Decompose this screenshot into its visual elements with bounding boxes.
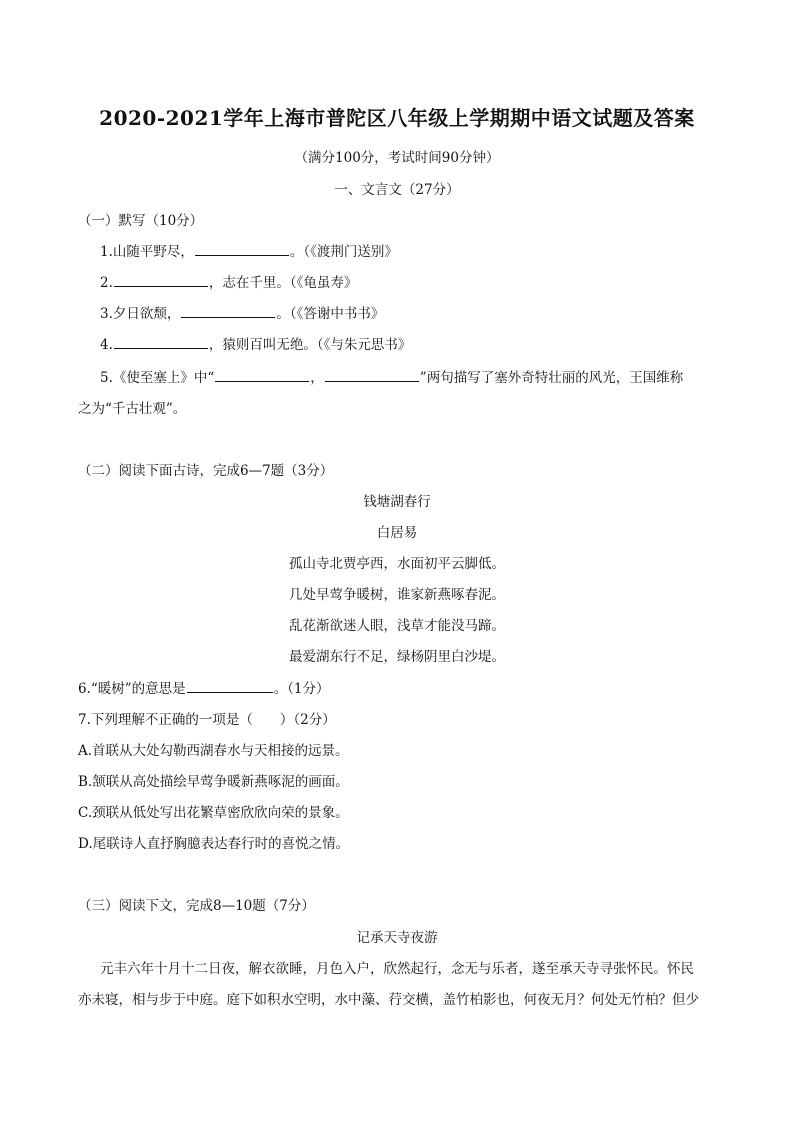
- poem-title: 钱塘湖春行: [363, 494, 431, 510]
- exam-info: （满分100分，考试时间90分钟）: [294, 150, 500, 166]
- question-text: 。（《渡荆门送别》: [289, 244, 398, 260]
- answer-blank[interactable]: [215, 369, 309, 382]
- answer-blank[interactable]: [187, 680, 273, 693]
- question-3: [100, 302, 384, 322]
- question-text: 。（1分）: [273, 681, 330, 697]
- section-heading: （一）默写（10分）: [78, 213, 204, 229]
- question-text: 3.夕日欲颓，: [100, 306, 181, 322]
- answer-blank[interactable]: [181, 305, 275, 318]
- question-text: 4.: [100, 337, 113, 353]
- question-5-continued: 之为“千古壮观”。: [78, 401, 187, 417]
- option-b[interactable]: B.颔联从高处描绘早莺争暖新燕啄泥的画面。: [78, 774, 349, 790]
- option-a[interactable]: A.首联从大处勾勒西湖春水与天相接的远景。: [78, 743, 349, 759]
- section-heading: （三）阅读下文，完成8—10题（7分）: [78, 898, 315, 914]
- question-text: ”两句描写了塞外奇特壮丽的风光，王国维称: [419, 370, 684, 386]
- question-text: 6.“暖树”的意思是: [78, 681, 186, 697]
- question-text: ，猿则百叫无绝。（《与朱元思书》: [208, 337, 412, 353]
- question-7: 7.下列理解不正确的一项是（ ）（2分）: [78, 712, 336, 728]
- question-2: [100, 271, 357, 291]
- answer-blank[interactable]: [195, 243, 289, 256]
- question-text: ，: [310, 370, 324, 386]
- question-text: 。（《答谢中书书》: [276, 306, 385, 322]
- option-c[interactable]: C.颈联从低处写出花繁草密欣欣向荣的景象。: [78, 805, 349, 821]
- poem-line: 几处早莺争暖树，谁家新燕啄春泥。: [289, 587, 505, 603]
- section-heading: （二）阅读下面古诗，完成6—7题（3分）: [78, 463, 334, 479]
- answer-blank[interactable]: [325, 369, 419, 382]
- poem-line: 孤山寺北贾亭西，水面初平云脚低。: [289, 556, 505, 572]
- document-title: 2020-2021学年上海市普陀区八年级上学期期中语文试题及答案: [99, 106, 695, 130]
- question-text: 2.: [100, 275, 113, 291]
- part-heading: 一、文言文（27分）: [334, 182, 460, 198]
- passage-line: 亦未寝，相与步于中庭。庭下如积水空明，水中藻、荇交横，盖竹柏影也，何夜无月？何处无竹柏？但少: [78, 992, 699, 1008]
- poem-author: 白居易: [376, 525, 418, 541]
- answer-blank[interactable]: [114, 274, 208, 287]
- poem-line: 最爱湖东行不足，绿杨阴里白沙堤。: [289, 649, 505, 665]
- answer-blank[interactable]: [114, 336, 208, 349]
- option-d[interactable]: D.尾联诗人直抒胸臆表达春行时的喜悦之情。: [78, 836, 350, 852]
- question-5: [100, 366, 683, 386]
- question-6: [78, 677, 330, 697]
- question-text: 5.《使至塞上》中“: [100, 370, 215, 386]
- question-text: 1.山随平野尽，: [100, 244, 194, 260]
- text-title: 记承天寺夜游: [356, 930, 438, 946]
- passage-line: 元丰六年十月十二日夜，解衣欲睡，月色入户，欣然起行，念无与乐者，遂至承天寺寻张怀民。怀民: [100, 961, 694, 977]
- question-text: ，志在千里。（《龟虽寿》: [208, 275, 358, 291]
- poem-line: 乱花渐欲迷人眼，浅草才能没马蹄。: [289, 618, 505, 634]
- question-4: [100, 333, 411, 353]
- question-1: [100, 240, 398, 260]
